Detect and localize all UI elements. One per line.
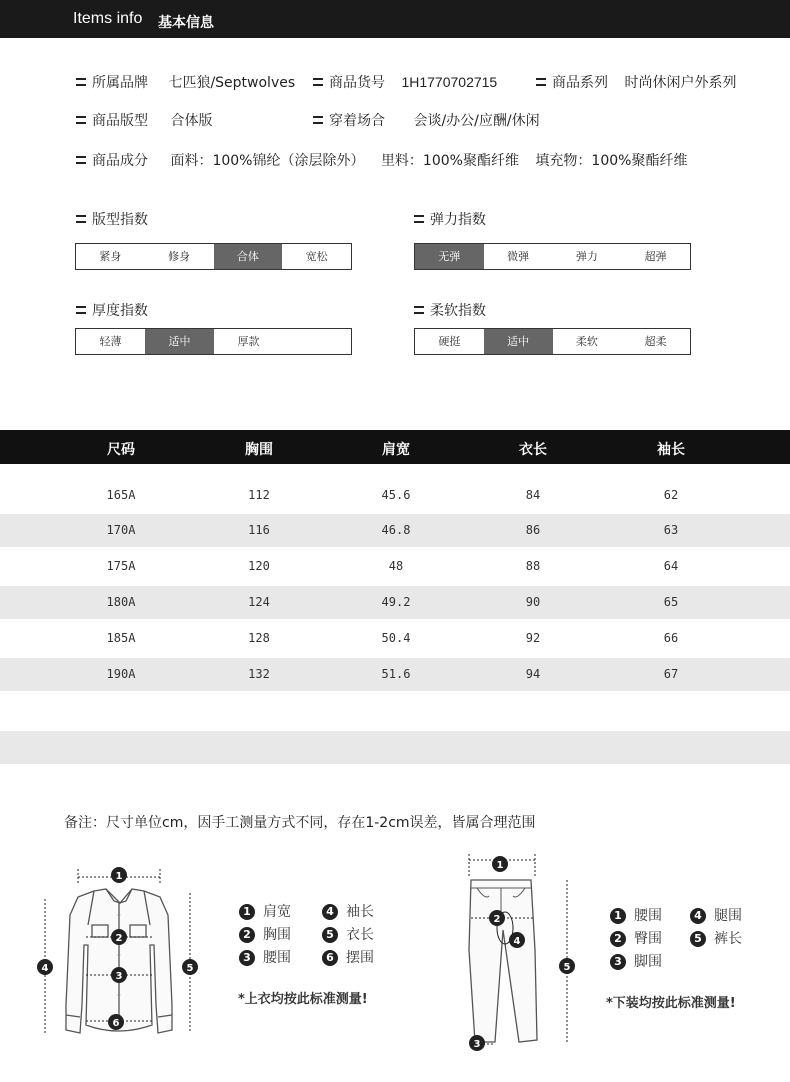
number-badge-icon: 4 (322, 904, 338, 920)
thickness-index-label: 厚度指数 (92, 303, 148, 319)
table-cell: 128 (248, 631, 270, 645)
pants-diagram (455, 850, 590, 1055)
elastic-index-label: 弹力指数 (430, 212, 486, 228)
fit-option: 紧身 (99, 250, 122, 263)
legend-item (239, 947, 291, 967)
table-cell: 86 (525, 523, 541, 537)
thickness-index-title (76, 300, 148, 320)
legend-label: 腿围 (714, 908, 742, 924)
table-cell: 175A (106, 559, 136, 573)
legend-label: 腰围 (263, 950, 291, 966)
measurement-note: 备注：尺寸单位cm，因手工测量方式不同，存在1-2cm误差，皆属合理范围 (64, 815, 536, 831)
thickness-option: 厚款 (237, 335, 260, 348)
number-badge-icon: 4 (690, 908, 706, 924)
legend-label: 袖长 (346, 904, 374, 920)
brand-row (76, 72, 295, 92)
fit-label: 商品版型 (92, 113, 148, 129)
series-value: 时尚休闲户外系列 (624, 75, 737, 91)
number-badge-icon: 2 (610, 931, 626, 947)
fit-index-title (76, 209, 148, 229)
legend-item (610, 928, 662, 948)
occasion-value: 会谈/办公/应酬/休闲 (413, 113, 540, 129)
header-bar (0, 0, 790, 38)
number-badge-icon: 3 (610, 954, 626, 970)
fit-index-scale (75, 243, 352, 270)
legend-item (322, 924, 374, 944)
table-cell: 62 (663, 488, 679, 502)
bullet-icon (536, 78, 546, 86)
col-length: 衣长 (519, 442, 547, 458)
table-cell: 165A (106, 488, 136, 502)
shirt-marker-1: 1 (115, 871, 123, 882)
table-cell: 190A (106, 667, 136, 681)
legend-label: 摆围 (346, 950, 374, 966)
pants-marker-4: 4 (513, 936, 521, 947)
pants-legend-note: *下装均按此标准测量! (606, 996, 736, 1011)
thickness-option: 轻薄 (99, 335, 122, 348)
shirt-marker-6: 6 (112, 1018, 120, 1029)
bullet-icon (414, 306, 424, 314)
bullet-icon (313, 78, 323, 86)
shirt-marker-4: 4 (41, 963, 49, 974)
legend-label: 臀围 (634, 931, 662, 947)
softness-option: 柔软 (575, 335, 598, 348)
shirt-marker-2: 2 (115, 933, 123, 944)
legend-item (610, 951, 662, 971)
bullet-icon (76, 116, 86, 124)
elastic-option: 弹力 (575, 250, 598, 263)
shirt-marker-3: 3 (115, 971, 123, 982)
pants-marker-5: 5 (563, 962, 571, 973)
sku-value: 1H1770702715 (401, 74, 498, 90)
table-cell: 132 (248, 667, 270, 681)
legend-label: 胸围 (263, 927, 291, 943)
thickness-index-scale (75, 328, 352, 355)
brand-value: 七匹狼/Septwolves (168, 75, 296, 91)
table-row (0, 586, 790, 619)
header-title-en: Items info (73, 10, 143, 27)
shirt-diagram (30, 855, 210, 1040)
brand-label: 所属品牌 (92, 75, 148, 91)
legend-item (322, 901, 374, 921)
material-lining: 里料：100%聚酯纤维 (380, 153, 519, 169)
table-cell: 90 (525, 595, 541, 609)
table-footer-band (0, 731, 790, 764)
sku-row (313, 72, 497, 92)
softness-index-label: 柔软指数 (430, 303, 486, 319)
fit-value: 合体版 (170, 113, 213, 129)
number-badge-icon: 6 (322, 950, 338, 966)
number-badge-icon: 5 (690, 931, 706, 947)
table-cell: 45.6 (381, 488, 411, 502)
occasion-label: 穿着场合 (329, 113, 385, 129)
number-badge-icon: 5 (322, 927, 338, 943)
table-cell: 124 (248, 595, 270, 609)
material-fill: 填充物：100%聚酯纤维 (535, 153, 688, 169)
table-cell: 185A (106, 631, 136, 645)
occasion-row (313, 110, 540, 130)
pants-marker-2: 2 (493, 914, 501, 925)
series-label: 商品系列 (552, 75, 608, 91)
table-cell: 50.4 (381, 631, 411, 645)
table-cell: 170A (106, 523, 136, 537)
legend-label: 脚围 (634, 954, 662, 970)
table-row (0, 514, 790, 547)
col-size: 尺码 (107, 442, 135, 458)
table-cell: 92 (525, 631, 541, 645)
header-title-cn: 基本信息 (158, 15, 214, 31)
table-row (0, 658, 790, 691)
fit-option: 合体 (214, 244, 283, 269)
table-cell: 116 (248, 523, 270, 537)
table-cell: 120 (248, 559, 270, 573)
table-cell: 51.6 (381, 667, 411, 681)
bullet-icon (313, 116, 323, 124)
shirt-legend-note: *上衣均按此标准测量! (238, 992, 368, 1007)
softness-option: 硬挺 (438, 335, 461, 348)
number-badge-icon: 1 (239, 904, 255, 920)
table-row (0, 479, 790, 512)
table-row (0, 550, 790, 583)
elastic-option: 超弹 (644, 250, 667, 263)
table-cell: 88 (525, 559, 541, 573)
table-cell: 46.8 (381, 523, 411, 537)
table-cell: 84 (525, 488, 541, 502)
table-cell: 64 (663, 559, 679, 573)
table-cell: 180A (106, 595, 136, 609)
legend-item (239, 924, 291, 944)
softness-option: 适中 (484, 329, 553, 354)
size-table-header (0, 430, 790, 464)
number-badge-icon: 2 (239, 927, 255, 943)
elastic-option: 无弹 (415, 244, 484, 269)
table-cell: 65 (663, 595, 679, 609)
bullet-icon (414, 215, 424, 223)
table-row (0, 622, 790, 655)
legend-item (690, 928, 742, 948)
col-chest: 胸围 (245, 442, 273, 458)
number-badge-icon: 3 (239, 950, 255, 966)
bullet-icon (76, 78, 86, 86)
table-cell: 63 (663, 523, 679, 537)
table-cell: 67 (663, 667, 679, 681)
softness-index-title (414, 300, 486, 320)
thickness-option: 适中 (145, 329, 214, 354)
softness-index-scale (414, 328, 691, 355)
number-badge-icon: 1 (610, 908, 626, 924)
table-cell: 94 (525, 667, 541, 681)
fit-option: 宽松 (305, 250, 328, 263)
legend-item (322, 947, 374, 967)
fit-option: 修身 (168, 250, 191, 263)
series-row (536, 72, 736, 92)
sku-label: 商品货号 (329, 75, 385, 91)
fit-index-label: 版型指数 (92, 212, 148, 228)
elastic-index-scale (414, 243, 691, 270)
col-sleeve: 袖长 (657, 442, 685, 458)
table-cell: 66 (663, 631, 679, 645)
table-cell: 49.2 (381, 595, 411, 609)
table-cell: 112 (248, 488, 270, 502)
legend-item (239, 901, 291, 921)
elastic-option: 微弹 (507, 250, 530, 263)
material-row (76, 150, 687, 170)
legend-label: 腰围 (634, 908, 662, 924)
col-shoulder: 肩宽 (382, 442, 410, 458)
material-label: 商品成分 (92, 153, 148, 169)
legend-item (610, 905, 662, 925)
pants-marker-3: 3 (473, 1039, 481, 1050)
bullet-icon (76, 306, 86, 314)
legend-label: 衣长 (346, 927, 374, 943)
shirt-marker-5: 5 (186, 963, 194, 974)
softness-option: 超柔 (644, 335, 667, 348)
bullet-icon (76, 156, 86, 164)
legend-label: 裤长 (714, 931, 742, 947)
legend-item (690, 905, 742, 925)
table-cell: 48 (388, 559, 404, 573)
bullet-icon (76, 215, 86, 223)
fit-row (76, 110, 212, 130)
elastic-index-title (414, 209, 486, 229)
pants-marker-1: 1 (496, 860, 504, 871)
material-shell: 面料：100%锦纶（涂层除外） (170, 153, 365, 169)
legend-label: 肩宽 (263, 904, 291, 920)
